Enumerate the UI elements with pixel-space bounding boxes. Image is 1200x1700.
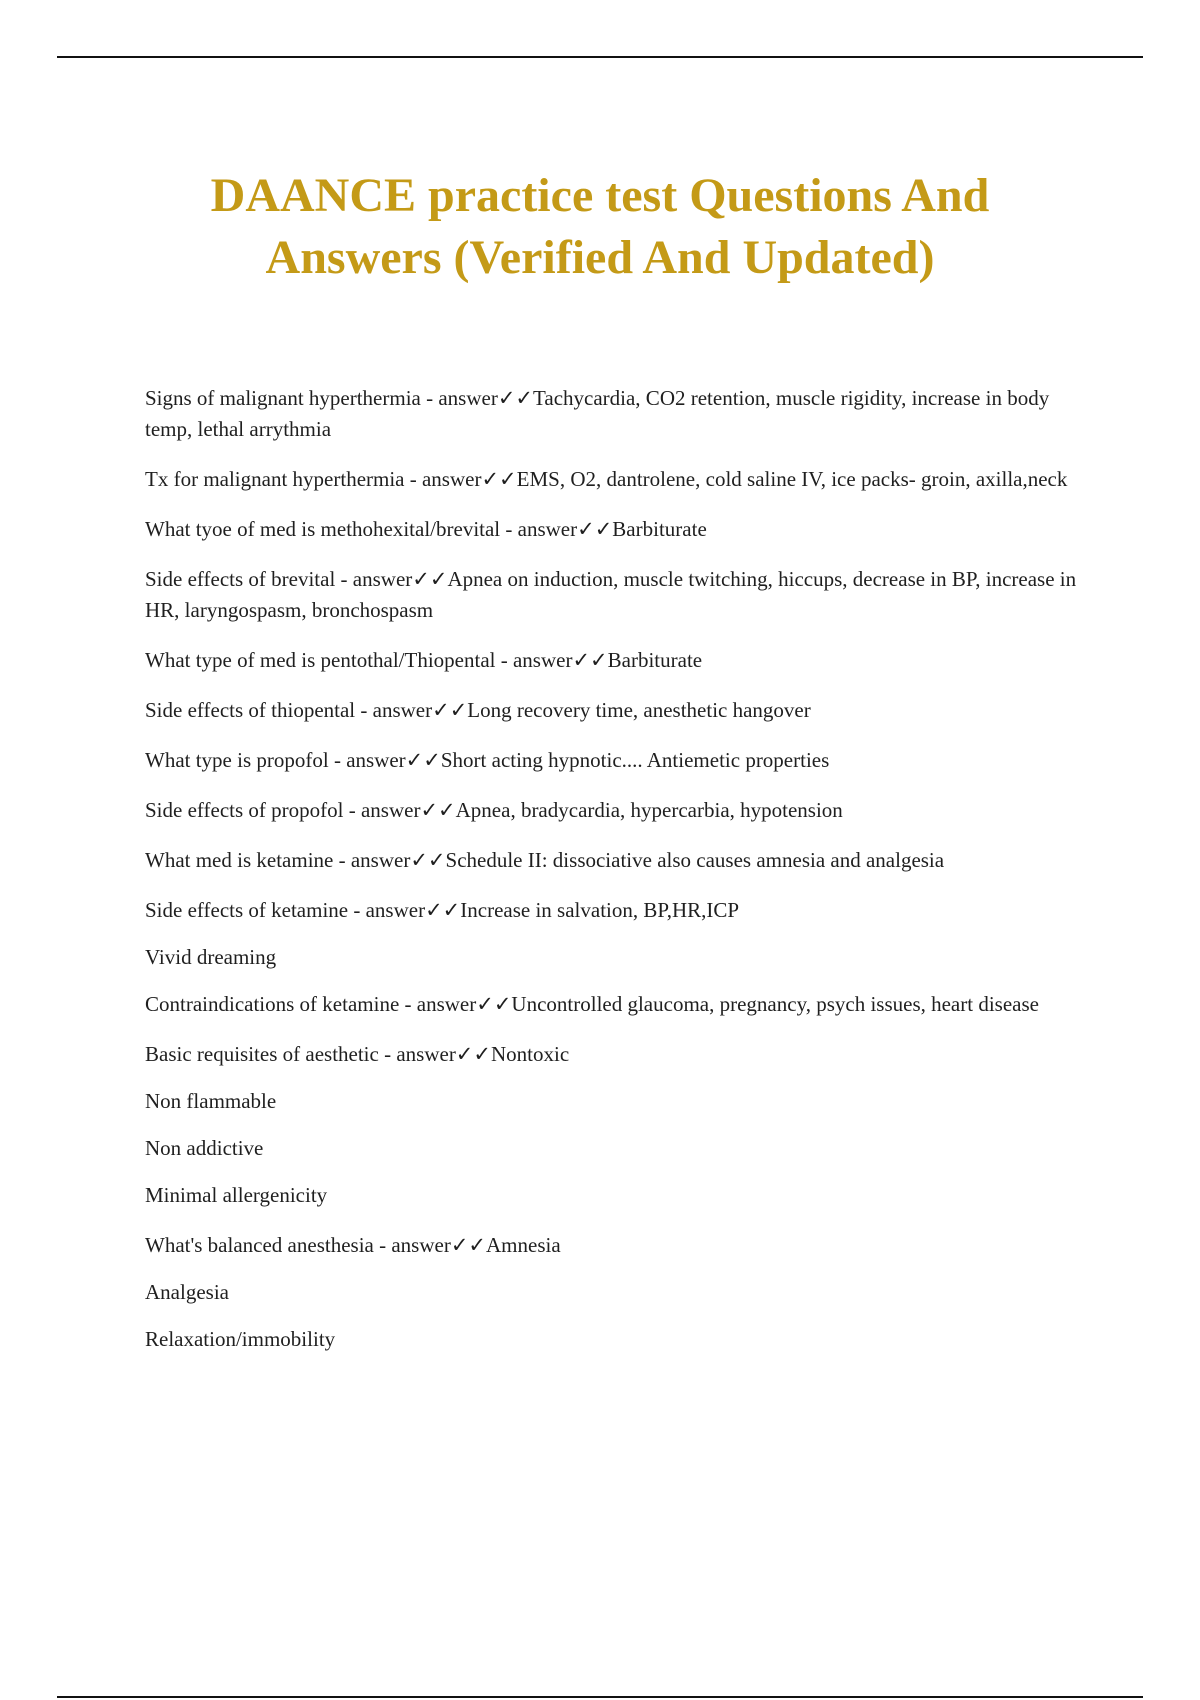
qa-entry: Side effects of ketamine - answer✓✓Increase in salvation, BP,HR,ICP [145, 898, 740, 922]
qa-entry: What type is propofol - answer✓✓Short acting hypnotic.... Antiemetic properties [145, 748, 830, 772]
qa-entry: What tyoe of med is methohexital/brevital - answer✓✓Barbiturate [145, 517, 707, 541]
qa-entry-continuation: Relaxation/immobility [145, 1327, 336, 1351]
qa-entry-continuation: Vivid dreaming [145, 945, 277, 969]
qa-entry: Contraindications of ketamine - answer✓✓Uncontrolled glaucoma, pregnancy, psych issues, heart disease [145, 992, 1039, 1016]
qa-entry: Basic requisites of aesthetic - answer✓✓Nontoxic [145, 1042, 570, 1066]
qa-entry: Signs of malignant hyperthermia - answer✓✓Tachycardia, CO2 retention, muscle rigidity, increase in body temp, lethal arrythmia [145, 386, 1050, 441]
bottom-rule [57, 1696, 1143, 1698]
qa-entry: Side effects of propofol - answer✓✓Apnea, bradycardia, hypercarbia, hypotension [145, 798, 843, 822]
qa-entry: Side effects of thiopental - answer✓✓Long recovery time, anesthetic hangover [145, 698, 811, 722]
qa-entry: What med is ketamine - answer✓✓Schedule II: dissociative also causes amnesia and analgesia [145, 848, 945, 872]
qa-entry-continuation: Minimal allergenicity [145, 1183, 328, 1207]
qa-entry-continuation: Non addictive [145, 1136, 264, 1160]
qa-entry: What's balanced anesthesia - answer✓✓Amnesia [145, 1233, 561, 1257]
qa-entry-continuation: Analgesia [145, 1280, 229, 1304]
qa-entry: Tx for malignant hyperthermia - answer✓✓EMS, O2, dantrolene, cold saline IV, ice packs- groin, axilla,neck [145, 467, 1068, 491]
top-rule [57, 56, 1143, 58]
qa-entry: Side effects of brevital - answer✓✓Apnea on induction, muscle twitching, hiccups, decrease in BP, increase in HR, laryngospasm, bronchospasm [145, 567, 1077, 622]
qa-list [145, 383, 1085, 1371]
qa-entry: What type of med is pentothal/Thiopental - answer✓✓Barbiturate [145, 648, 703, 672]
qa-entry-continuation: Non flammable [145, 1089, 277, 1113]
document-title: DAANCE practice test Questions And Answers (Verified And Updated) [210, 169, 990, 284]
